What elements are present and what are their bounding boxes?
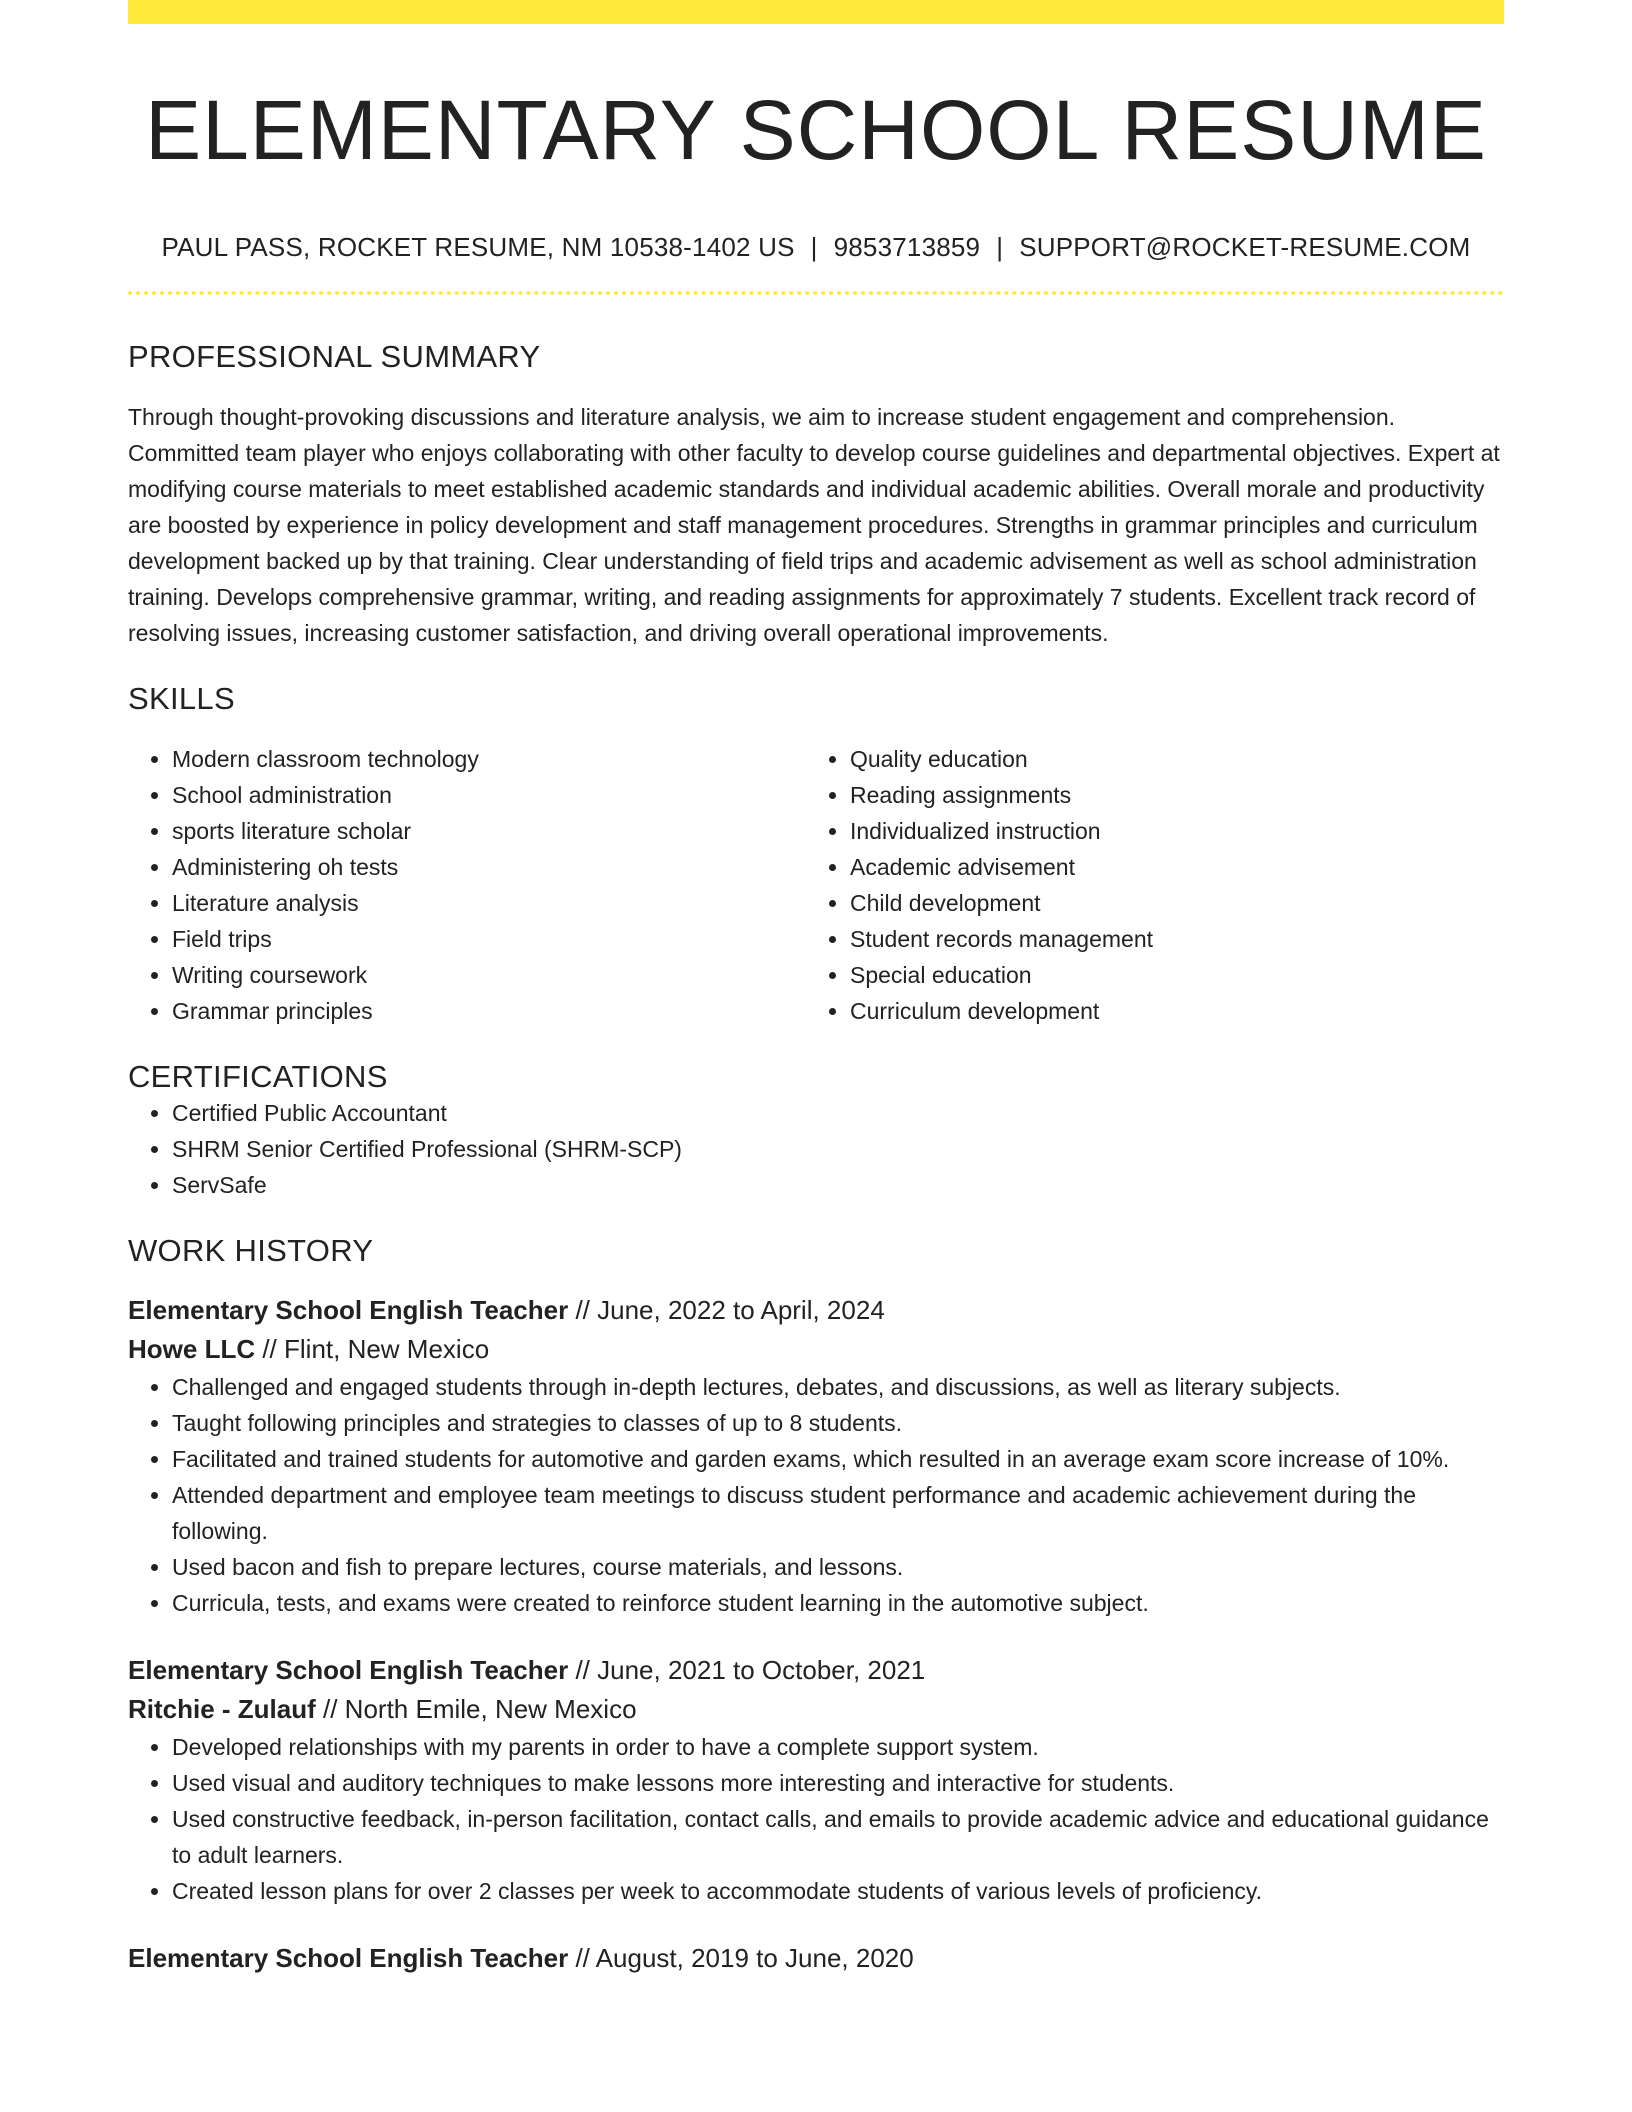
skill-item: • sports literature scholar xyxy=(172,813,806,849)
contact-email: SUPPORT@ROCKET-RESUME.COM xyxy=(1019,232,1471,263)
job-title-line xyxy=(128,1291,1504,1330)
skill-item: • Special education xyxy=(850,957,1484,993)
certification-item: • SHRM Senior Certified Professional (SHRM-SCP) xyxy=(172,1131,1504,1167)
skill-item: • Child development xyxy=(850,885,1484,921)
contact-separator: | xyxy=(810,232,818,263)
job-bullet: • Facilitated and trained students for automotive and garden exams, which resulted in an average exam score increase of 10%. xyxy=(172,1441,1504,1477)
job-entry xyxy=(128,1291,1504,1621)
job-bullet: • Used constructive feedback, in-person facilitation, contact calls, and emails to provide academic advice and educational guidance to adult learners. xyxy=(172,1801,1504,1873)
job-title: Elementary School English Teacher xyxy=(128,1943,569,1974)
certifications-list xyxy=(128,1095,1504,1203)
job-company: Howe LLC xyxy=(128,1334,256,1365)
skill-item: • Grammar principles xyxy=(172,993,806,1029)
job-location: // Flint, New Mexico xyxy=(255,1334,490,1365)
job-dates: // August, 2019 to June, 2020 xyxy=(568,1943,914,1974)
job-bullet: • Taught following principles and strategies to classes of up to 8 students. xyxy=(172,1405,1504,1441)
job-bullet: • Challenged and engaged students through in-depth lectures, debates, and discussions, as well as literary subjects. xyxy=(172,1369,1504,1405)
job-dates: // June, 2022 to April, 2024 xyxy=(568,1295,885,1326)
certification-item: • ServSafe xyxy=(172,1167,1504,1203)
job-entry xyxy=(128,1651,1504,1909)
skill-item: • Curriculum development xyxy=(850,993,1484,1029)
skill-item: • Modern classroom technology xyxy=(172,741,806,777)
skills-left-column xyxy=(128,741,806,1029)
skill-item: • Field trips xyxy=(172,921,806,957)
skill-item: • Student records management xyxy=(850,921,1484,957)
job-bullets xyxy=(128,1369,1504,1621)
summary-heading: PROFESSIONAL SUMMARY xyxy=(128,339,541,375)
job-bullet: • Attended department and employee team meetings to discuss student performance and academic achievement during the following. xyxy=(172,1477,1504,1549)
certifications-heading: CERTIFICATIONS xyxy=(128,1059,388,1095)
certification-item: • Certified Public Accountant xyxy=(172,1095,1504,1131)
skill-item: • Literature analysis xyxy=(172,885,806,921)
skill-item: • Quality education xyxy=(850,741,1484,777)
job-title: Elementary School English Teacher xyxy=(128,1655,569,1686)
job-bullet: • Curricula, tests, and exams were created to reinforce student learning in the automotive subject. xyxy=(172,1585,1504,1621)
job-bullet: • Developed relationships with my parents in order to have a complete support system. xyxy=(172,1729,1504,1765)
contact-phone: 9853713859 xyxy=(833,232,981,263)
job-company: Ritchie - Zulauf xyxy=(128,1694,316,1725)
skill-item: • Reading assignments xyxy=(850,777,1484,813)
job-bullet: • Used visual and auditory techniques to make lessons more interesting and interactive for students. xyxy=(172,1765,1504,1801)
skill-item: • Academic advisement xyxy=(850,849,1484,885)
resume-title: ELEMENTARY SCHOOL RESUME xyxy=(145,83,1487,177)
skill-item: • Administering oh tests xyxy=(172,849,806,885)
job-company-line xyxy=(128,1690,1504,1729)
job-title-line xyxy=(128,1651,1504,1690)
skills-heading: SKILLS xyxy=(128,681,235,717)
skills-right-column xyxy=(806,741,1484,1029)
contact-separator: | xyxy=(996,232,1004,263)
contact-line xyxy=(128,232,1504,263)
work-history-heading: WORK HISTORY xyxy=(128,1233,374,1269)
dotted-divider xyxy=(128,291,1504,295)
skills-grid xyxy=(128,741,1504,1029)
skill-item: • Writing coursework xyxy=(172,957,806,993)
skill-item: • Individualized instruction xyxy=(850,813,1484,849)
accent-top-bar xyxy=(128,0,1504,24)
job-bullet: • Created lesson plans for over 2 classes per week to accommodate students of various levels of proficiency. xyxy=(172,1873,1504,1909)
job-title: Elementary School English Teacher xyxy=(128,1295,569,1326)
resume-page xyxy=(128,0,1504,1978)
job-bullets xyxy=(128,1729,1504,1909)
contact-address: PAUL PASS, ROCKET RESUME, NM 10538-1402 US xyxy=(161,232,795,263)
job-location: // North Emile, New Mexico xyxy=(315,1694,637,1725)
skill-item: • School administration xyxy=(172,777,806,813)
job-company-line xyxy=(128,1330,1504,1369)
job-title-line xyxy=(128,1939,1504,1978)
job-entry xyxy=(128,1939,1504,1978)
summary-text: Through thought-provoking discussions and literature analysis, we aim to increase student engagement and comprehension. Committed team player who enjoys collaborating with other faculty to develop course guidelines and departmental objectives. Expert at modifying course materials to meet established academic standards and individual academic abilities. Overall morale and productivity are boosted by experience in policy development and staff management procedures. Strengths in grammar principles and curriculum development backed up by that training. Clear understanding of field trips and academic advisement as well as school administration training. Develops comprehensive grammar, writing, and reading assignments for approximately 7 students. Excellent track record of resolving issues, increasing customer satisfaction, and driving overall operational improvements. xyxy=(128,404,1500,647)
job-dates: // June, 2021 to October, 2021 xyxy=(568,1655,926,1686)
job-bullet: • Used bacon and fish to prepare lectures, course materials, and lessons. xyxy=(172,1549,1504,1585)
